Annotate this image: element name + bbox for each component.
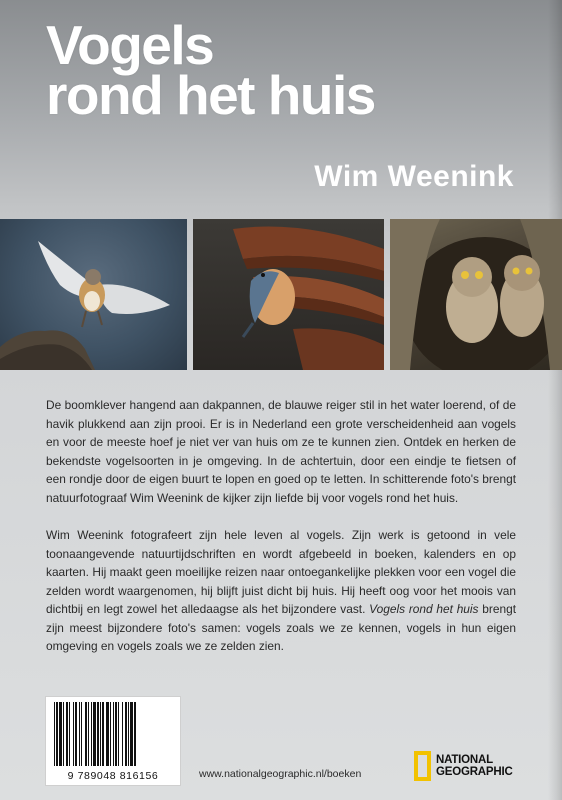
barcode-bar: [100, 702, 101, 766]
barcode-bar: [97, 702, 99, 766]
barcode-bar: [91, 702, 92, 766]
barcode-bar: [75, 702, 77, 766]
book-spine-shadow: [548, 0, 562, 800]
bird-in-flight-illustration: [0, 219, 187, 370]
barcode-bar: [113, 702, 114, 766]
paragraph-1: De boomklever hangend aan dakpannen, de blauwe reiger stil in het water loerend, of de havik plukkend aan zijn prooi. Er is in Nederland een grote verscheidenheid aan vogels en voor de meeste hoef je niet ver van huis om ze te kunnen zien. Ontdek en herken de bekendste vogelsoorten in je omgeving. In de achtertuin, door een eindje te fietsen of een rondje door de eigen buurt te lopen en goed op te letten. In schitterende foto's brengt natuurfotograaf Wim Weenink de kijker zijn liefde bij voor vogels rond het huis.: [46, 398, 516, 505]
nuthatch-illustration: [193, 219, 384, 370]
paragraph-2-part-1: Wim Weenink fotografeert zijn hele leven al vogels. Zijn werk is getoond in vele toonaangevende natuurtijdschriften en wordt afgebeeld in boeken, kalenders en op kaarten. Hij maakt geen moeilijke reizen naar ontoegankelijke plekken voor een vogel die zelden wordt waargenomen, hij blijft juist dicht bij huis. Hij heeft oog voor het moois van dichtbij en legt zowel het alledaagse als het bijzondere vast.: [46, 528, 516, 616]
barcode-bar: [134, 702, 136, 766]
barcode-bar: [79, 702, 80, 766]
barcode-bar: [106, 702, 109, 766]
owls-illustration: [390, 219, 562, 370]
barcode-bar: [110, 702, 111, 766]
barcode-bar: [128, 702, 129, 766]
photo-strip: [0, 219, 562, 370]
barcode-bars: [52, 702, 174, 766]
barcode-bar: [88, 702, 89, 766]
barcode-bar: [56, 702, 58, 766]
nuthatch-photo: [193, 219, 384, 370]
yellow-frame-icon: [414, 751, 431, 781]
publisher-website: www.nationalgeographic.nl/boeken: [199, 768, 362, 780]
barcode-bar: [118, 702, 119, 766]
title-line-1: Vogels: [46, 14, 214, 76]
isbn-barcode: [46, 697, 180, 785]
barcode-bar: [102, 702, 104, 766]
barcode-bar: [66, 702, 68, 766]
barcode-bar: [93, 702, 96, 766]
barcode-bar: [59, 702, 62, 766]
logo-line-1: NATIONAL: [436, 754, 493, 766]
barcode-bar: [73, 702, 74, 766]
barcode-bar: [81, 702, 82, 766]
barcode-bar: [69, 702, 70, 766]
logo-line-2: GEOGRAPHIC: [436, 766, 513, 778]
barcode-bar: [115, 702, 117, 766]
barcode-bar: [125, 702, 127, 766]
logo-wordmark: [436, 754, 513, 778]
barcode-bar: [63, 702, 64, 766]
barcode-bar: [122, 702, 123, 766]
author-name: Wim Weenink: [314, 160, 514, 193]
isbn-number: 9 789048 816156: [67, 770, 159, 782]
paragraph-2-part-2: brengt zijn meest bijzondere foto's samen: vogels zoals we ze kennen, vogels in hun eigen omgeving en vogels zoals we ze zelden zien.: [46, 602, 516, 653]
bird-in-flight-photo: [0, 219, 187, 370]
barcode-bar: [54, 702, 55, 766]
title-line-2: rond het huis: [46, 64, 375, 126]
book-title: [46, 14, 375, 126]
paragraph-2: [46, 526, 516, 656]
barcode-bar: [85, 702, 87, 766]
national-geographic-logo: [414, 746, 513, 786]
back-cover-text: [46, 396, 516, 656]
paragraph-2-italic-title: Vogels rond het huis: [369, 602, 479, 616]
owls-photo: [390, 219, 562, 370]
barcode-bar: [130, 702, 133, 766]
